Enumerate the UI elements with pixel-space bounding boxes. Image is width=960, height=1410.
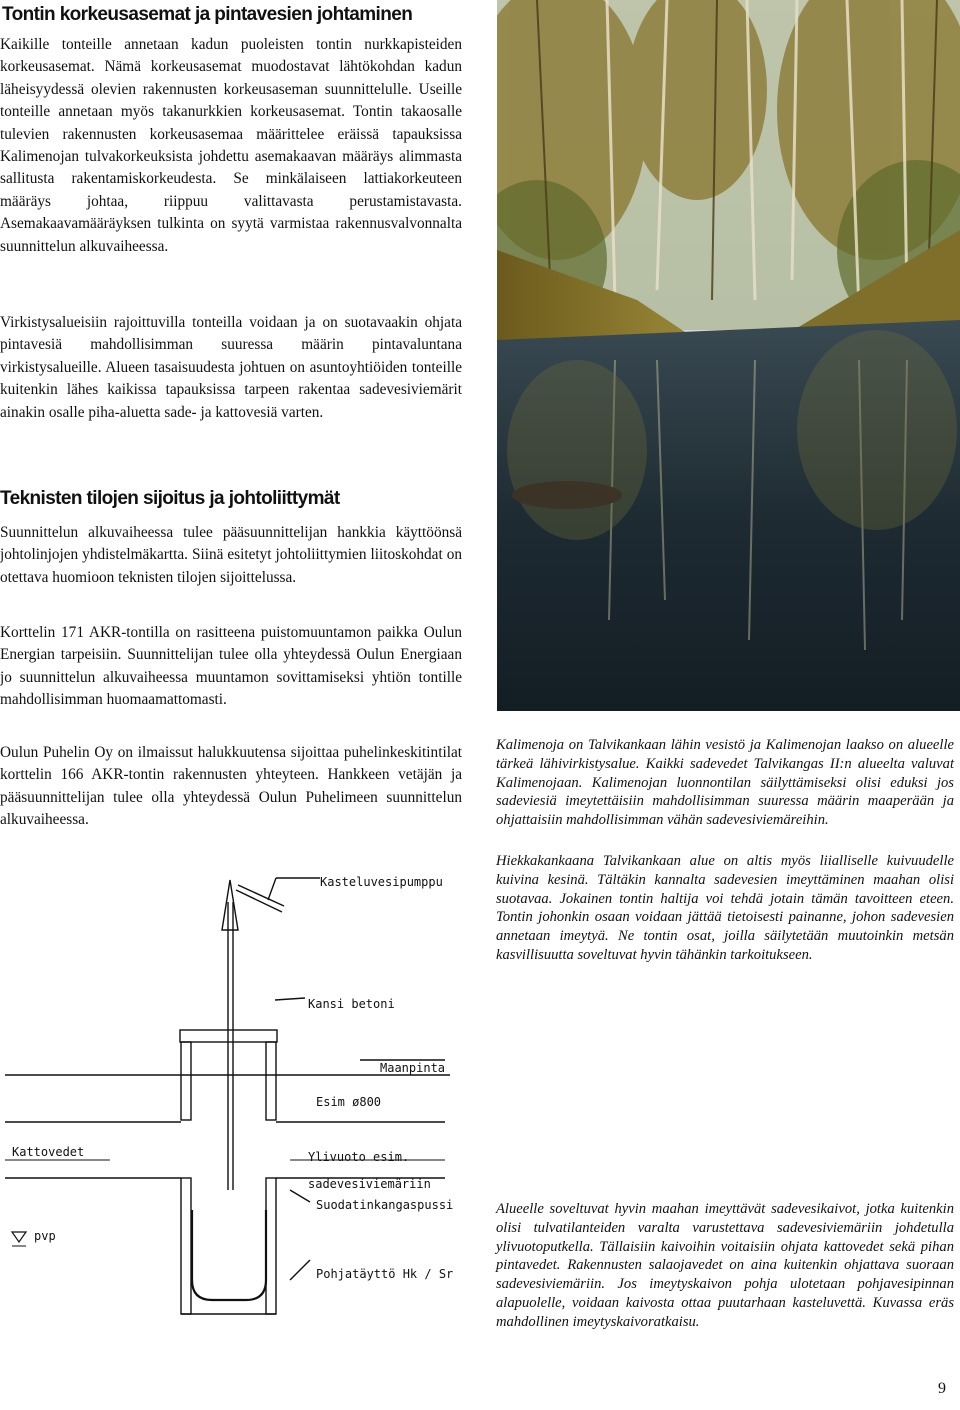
paragraph: Oulun Puhelin Oy on ilmaissut halukkuutensa sijoittaa puhelinkeskitintilat korttelin 166 AKR-tontin rakennusten yhteyteen. Hankkeen vetäjän ja pääsuunnittelijan tulee olla yhteydessä Oulun Puhelimeen suunnittelun alkuvaiheessa. [0, 744, 462, 829]
diagram-caption: Alueelle soveltuvat hyvin maahan imeyttävät sadevesikaivot, jotka kuitenkin olisi tulvatilanteiden varalta varustettava sadevesiviemäriin johdetulla ylivuotoputkella. Tällaisiin kaivoihin voitaisiin ohjata kattovedet sekä pihan pintavedet. Rakennusten salaojavedet on aina kuitenkin ohjattava suoraan sadevesiviemäriin. Jos imeytyskaivon pohja ulotetaan pohjavesipinnan alapuolelle, voidaan kaivosta ottaa puutarhaan kasteluvettä. Kuvassa eräs mahdollinen imeytyskaivoratkaisu. [496, 1201, 954, 1330]
section-heading-korkeusasemat: Tontin korkeusasemat ja pintavesien johtaminen [2, 4, 413, 25]
paragraph: Virkistysalueisiin rajoittuvilla tonteilla voidaan ja on suotavaakin ohjata pintavesiä mahdollisimman suuressa määrin pintavaluntana virkistysalueille. Alueen tasaisuudesta johtuen on asuntoyhtiöiden tonteille kuitenkin lähes kaikissa tapauksissa tarpeen rakentaa sadevesiviemärit ainakin osalle piha-aluetta sade- ja kattovesiä varten. [0, 314, 462, 421]
label-esim: Esim ø800 [316, 1095, 382, 1109]
label-suodatin: Suodatinkangaspussi [316, 1198, 454, 1212]
label-kattovedet: Kattovedet [12, 1145, 85, 1159]
label-kansi: Kansi betoni [308, 997, 395, 1011]
label-sadevesiviemariin: sadevesiviemäriin [308, 1177, 431, 1191]
label-pohjatayttö: Pohjatäyttö Hk / Sr [316, 1267, 454, 1281]
label-maanpinta: Maanpinta [380, 1061, 446, 1075]
paragraph: Korttelin 171 AKR-tontilla on rasitteena puistomuuntamon paikka Oulun Energian tarpeisiin. Suunnittelijan tulee olla yhteydessä Oulun Energiaan jo suunnittelun alkuvaiheessa muuntamon sovittamiseksi yhtiön tontille mahdollisimman huomaamattomasti. [0, 624, 462, 709]
caption-paragraph: Hiekkakankaana Talvikankaan alue on altis myös liialliselle kuivuudelle kuivina kesinä. Tältäkin kannalta sadevesien imeyttäminen maahan olisi suotavaa. Jokainen tontin haltija voi tehdä jotain tämän tavoitteen eteen. Tontin johonkin osaan voidaan jättää tietoisesti painanne, johon sadevesien annetaan imeytyä. Ne tontin osat, joilla säilytetään muutoinkin metsän kasvillisuutta soveltuvat hyvin tähänkin tarkoitukseen. [496, 853, 954, 963]
paragraph: Kaikille tonteille annetaan kadun puoleisten tontin nurkkapisteiden korkeusasemat. Nämä korkeusasemat muodostavat lähtökohdan kadun läheisyydessä olevien rakennusten korkeusaseman suunnittelulle. Useille tonteille annetaan myös takanurkkien korkeusasemat. Tontin takaosalle tulevien rakennusten korkeusasemaa määrittelee eräissä tapauksissa Kalimenojan tulvakorkeuksista johdettu asemakaavan määräys alimmasta sallitusta rakentamiskorkeudesta. Se minkälaiseen lattiakorkeuteen määräys johtaa, riippuu valittavasta perustamistavasta. Asemakaavamääräyksen tulkinta on syytä varmistaa rakennusvalvonnalta suunnittelun alkuvaiheessa. [0, 36, 462, 255]
label-pvp: pvp [34, 1229, 56, 1243]
page-number: 9 [938, 1380, 946, 1397]
creek-photo [497, 0, 960, 711]
section-heading-teknisten-tilojen: Teknisten tilojen sijoitus ja johtoliittymät [0, 488, 340, 509]
label-ylivuoto: Ylivuoto esim. [308, 1150, 410, 1164]
paragraph: Suunnittelun alkuvaiheessa tulee pääsuunnittelijan hankkia käyttöönsä johtolinjojen yhdistelmäkartta. Siinä esitetyt johtoliittymien liitoskohdat on otettava huomioon teknisten tilojen sijoittelussa. [0, 524, 462, 586]
photo-caption: Kalimenoja on Talvikankaan lähin vesistö ja Kalimenojan laakso on alueelle tärkeä lähivirkistysalue. Kaikki sadevedet Talvikangas II:n alueelta valuvat Kalimenojaan. Kalimenojan luonnontilan säilyttämiseksi olisi eduksi jos sadeviesiä imeytettäisiin mahdollisimman suuressa määrin maaperään ja ohjattaisiin mahdollisimman vähän sadevesiviemäreihin. [496, 737, 954, 829]
label-kasteluvesipumppu: Kasteluvesipumppu [320, 875, 443, 889]
infiltration-well-diagram [0, 860, 470, 1405]
